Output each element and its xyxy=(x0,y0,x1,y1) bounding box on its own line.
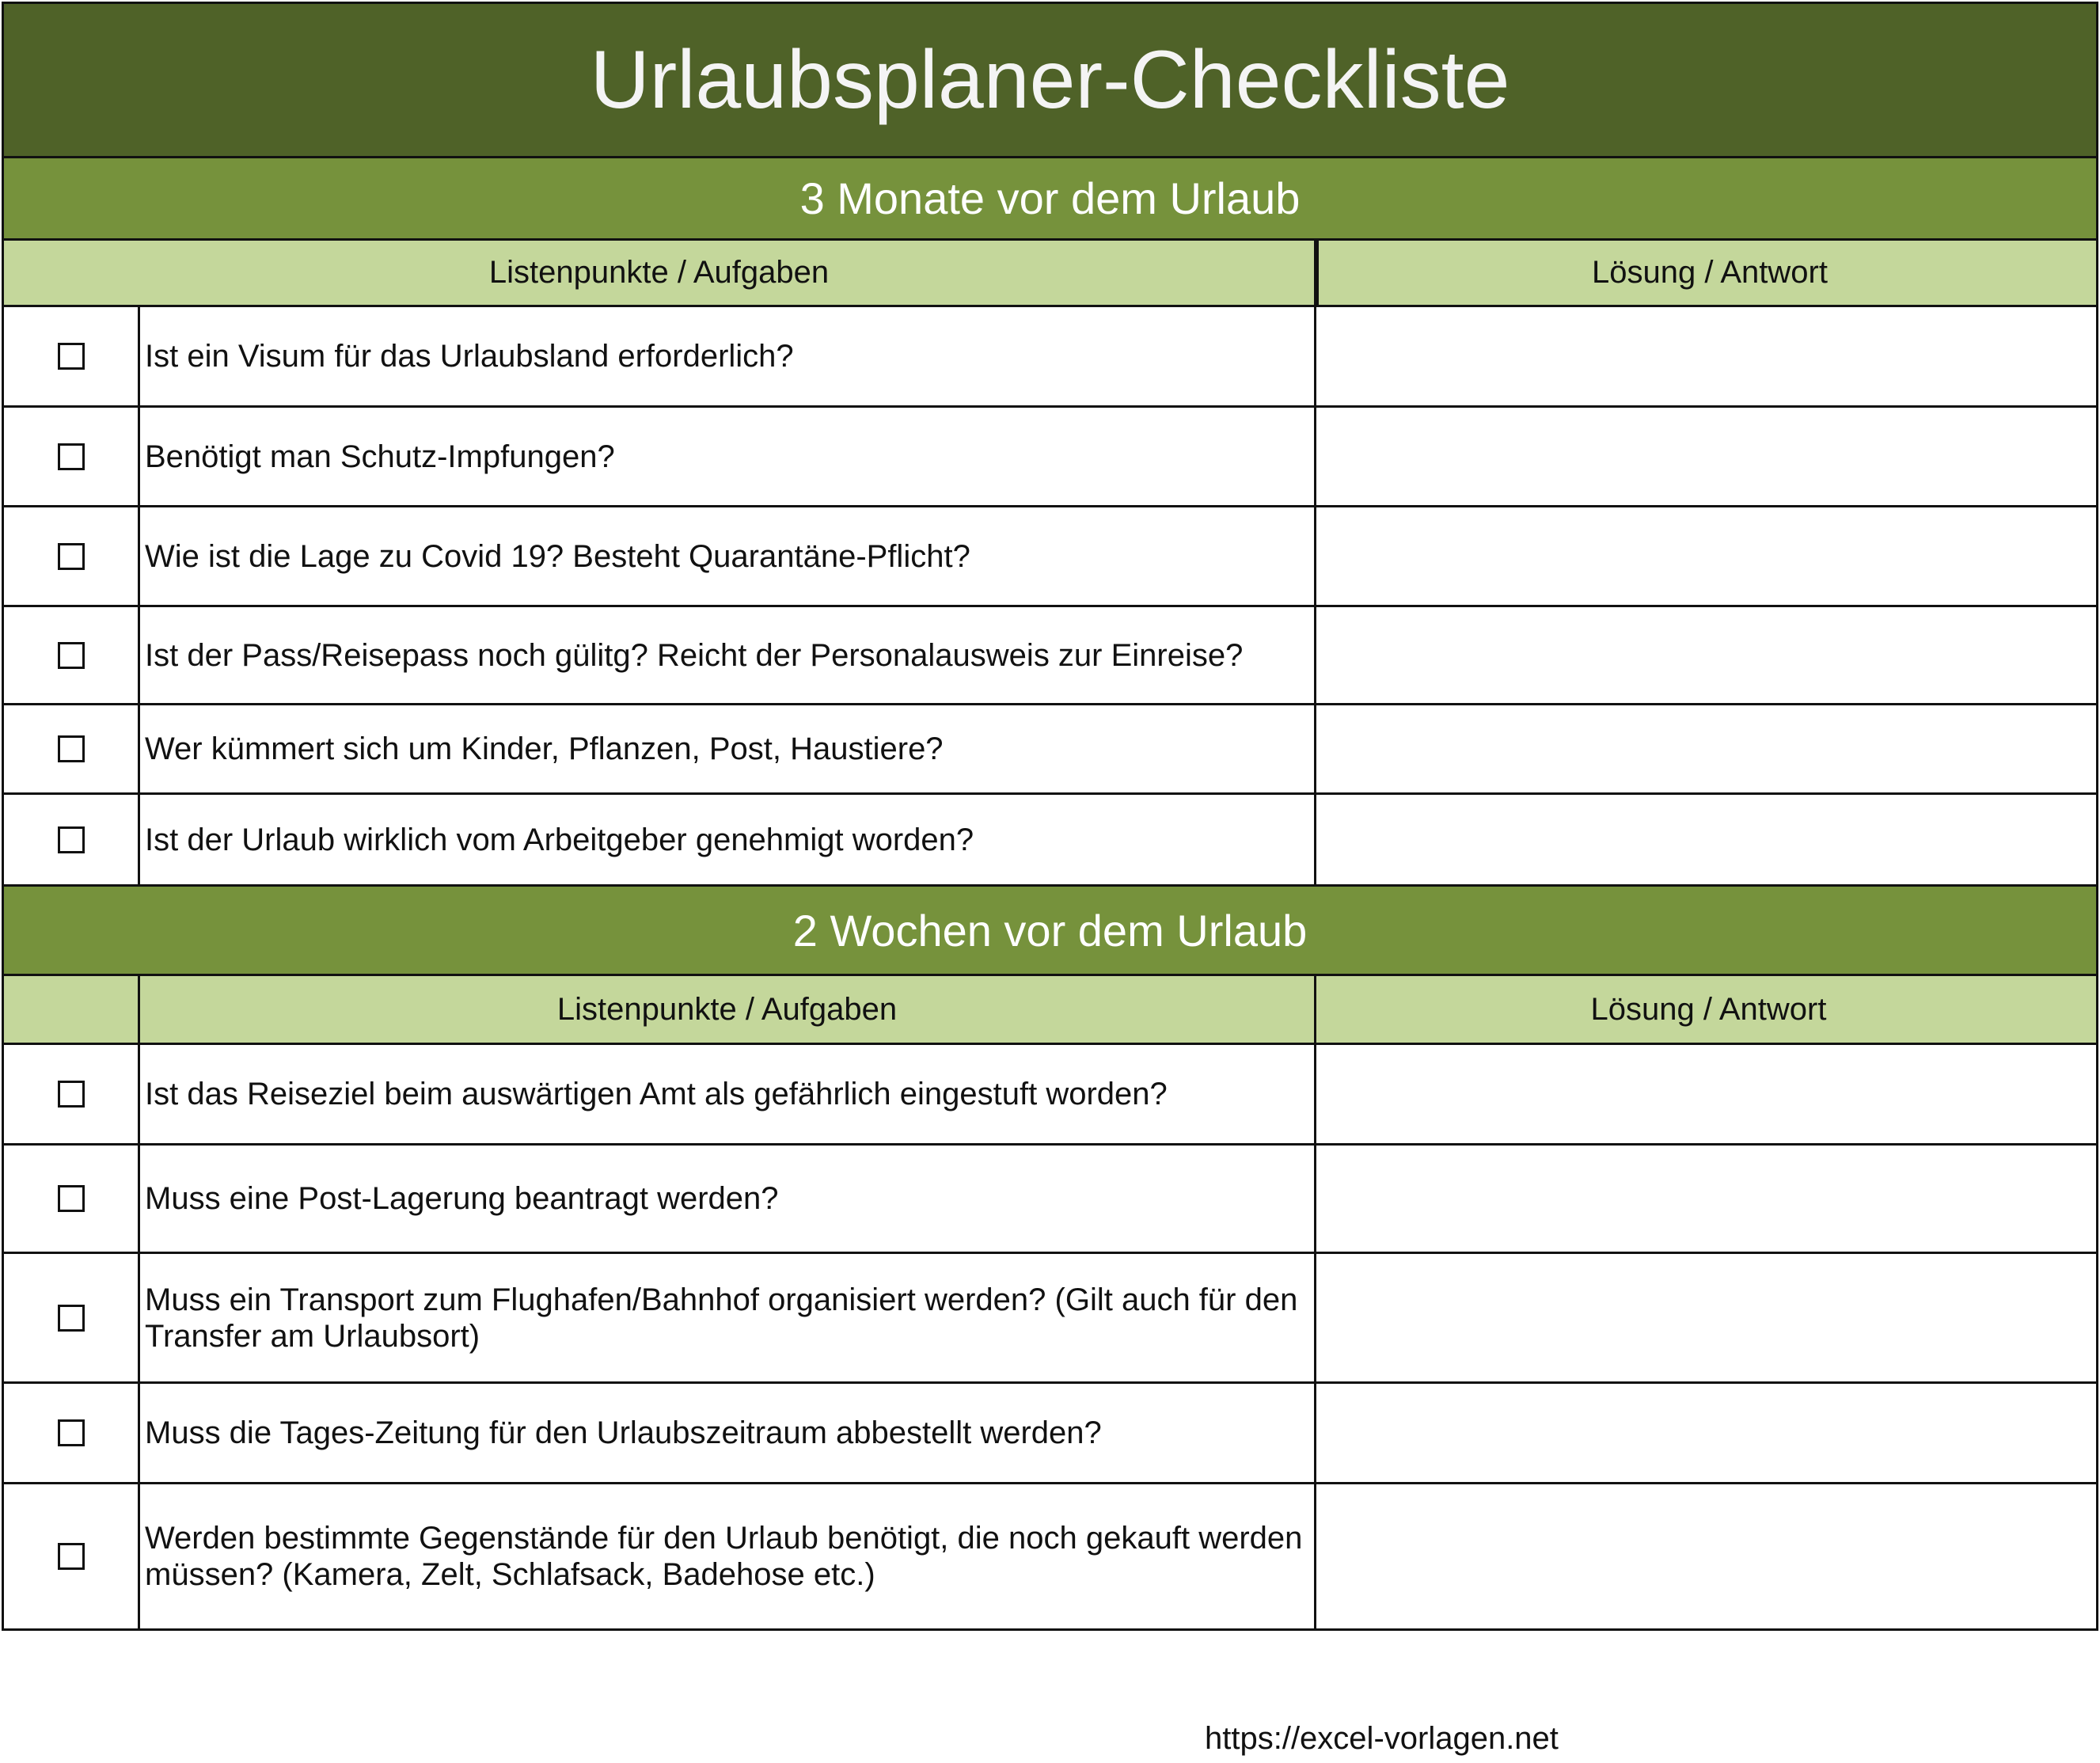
checkbox-cell[interactable] xyxy=(4,607,140,703)
checkbox[interactable] xyxy=(58,343,85,370)
checkbox[interactable] xyxy=(58,826,85,853)
column-header-check xyxy=(4,976,140,1043)
table-row xyxy=(2,1484,2098,1631)
answer-cell[interactable] xyxy=(1316,1146,2100,1252)
task-cell: Wie ist die Lage zu Covid 19? Besteht Quarantäne-Pflicht? xyxy=(140,507,1316,605)
table-row xyxy=(2,1146,2098,1254)
checkbox[interactable] xyxy=(58,1543,85,1570)
checkbox[interactable] xyxy=(58,1305,85,1332)
checklist-sheet xyxy=(2,2,2098,1631)
answer-cell[interactable] xyxy=(1316,1484,2100,1628)
checkbox[interactable] xyxy=(58,1419,85,1446)
task-cell: Muss eine Post-Lagerung beantragt werden? xyxy=(140,1146,1316,1252)
answer-cell[interactable] xyxy=(1316,1045,2100,1143)
table-row xyxy=(2,795,2098,887)
answer-cell[interactable] xyxy=(1316,607,2100,703)
task-cell: Muss die Tages-Zeitung für den Urlaubszeitraum abbestellt werden? xyxy=(140,1384,1316,1482)
page-title: Urlaubsplaner-Checkliste xyxy=(2,2,2098,158)
column-header-answer: Lösung / Antwort xyxy=(1590,991,1827,1027)
table-row xyxy=(2,1254,2098,1384)
table-row xyxy=(2,705,2098,795)
task-cell: Werden bestimmte Gegenstände für den Urlaub benötigt, die noch gekauft werden müssen? (Kamera, Zelt, Schlafsack, Badehose etc.) xyxy=(140,1484,1316,1628)
answer-cell[interactable] xyxy=(1316,1254,2100,1381)
section-heading-3-months: 3 Monate vor dem Urlaub xyxy=(2,158,2098,241)
table-row xyxy=(2,408,2098,507)
checkbox[interactable] xyxy=(58,543,85,570)
table-row xyxy=(2,307,2098,408)
table-row xyxy=(2,1045,2098,1146)
answer-cell[interactable] xyxy=(1316,507,2100,605)
checkbox[interactable] xyxy=(58,1081,85,1108)
checkbox-cell[interactable] xyxy=(4,795,140,884)
column-header-row xyxy=(2,976,2098,1045)
source-link[interactable]: https://excel-vorlagen.net xyxy=(1205,1721,1559,1756)
checkbox-cell[interactable] xyxy=(4,1254,140,1381)
task-cell: Wer kümmert sich um Kinder, Pflanzen, Post, Haustiere? xyxy=(140,705,1316,792)
checkbox[interactable] xyxy=(58,642,85,669)
task-cell: Ist das Reiseziel beim auswärtigen Amt als gefährlich eingestuft worden? xyxy=(140,1045,1316,1143)
checkbox-cell[interactable] xyxy=(4,1384,140,1482)
column-header-answer: Lösung / Antwort xyxy=(1316,241,2100,305)
checkbox-cell[interactable] xyxy=(4,408,140,505)
column-header-tasks: Listenpunkte / Aufgaben xyxy=(4,241,1316,305)
checkbox-cell[interactable] xyxy=(4,1045,140,1143)
checkbox-cell[interactable] xyxy=(4,507,140,605)
checkbox[interactable] xyxy=(58,443,85,470)
table-row xyxy=(2,507,2098,607)
checkbox-cell[interactable] xyxy=(4,307,140,405)
table-row xyxy=(2,1384,2098,1484)
answer-cell[interactable] xyxy=(1316,1384,2100,1482)
column-header-row xyxy=(2,241,2098,307)
answer-cell[interactable] xyxy=(1316,705,2100,792)
table-row xyxy=(2,607,2098,705)
task-cell: Benötigt man Schutz-Impfungen? xyxy=(140,408,1316,505)
answer-cell[interactable] xyxy=(1316,307,2100,405)
checkbox[interactable] xyxy=(58,1185,85,1212)
checkbox-cell[interactable] xyxy=(4,705,140,792)
task-cell: Ist der Urlaub wirklich vom Arbeitgeber genehmigt worden? xyxy=(140,795,1316,884)
task-cell: Muss ein Transport zum Flughafen/Bahnhof organisiert werden? (Gilt auch für den Transfer am Urlaubsort) xyxy=(140,1254,1316,1381)
column-header-tasks: Listenpunkte / Aufgaben xyxy=(140,976,1316,1043)
section-heading-2-weeks: 2 Wochen vor dem Urlaub xyxy=(2,887,2098,976)
answer-cell[interactable] xyxy=(1316,408,2100,505)
task-cell: Ist der Pass/Reisepass noch gülitg? Reicht der Personalausweis zur Einreise? xyxy=(140,607,1316,703)
checkbox-cell[interactable] xyxy=(4,1484,140,1628)
task-cell: Ist ein Visum für das Urlaubsland erforderlich? xyxy=(140,307,1316,405)
checkbox-cell[interactable] xyxy=(4,1146,140,1252)
answer-cell[interactable] xyxy=(1316,795,2100,884)
checkbox[interactable] xyxy=(58,735,85,762)
